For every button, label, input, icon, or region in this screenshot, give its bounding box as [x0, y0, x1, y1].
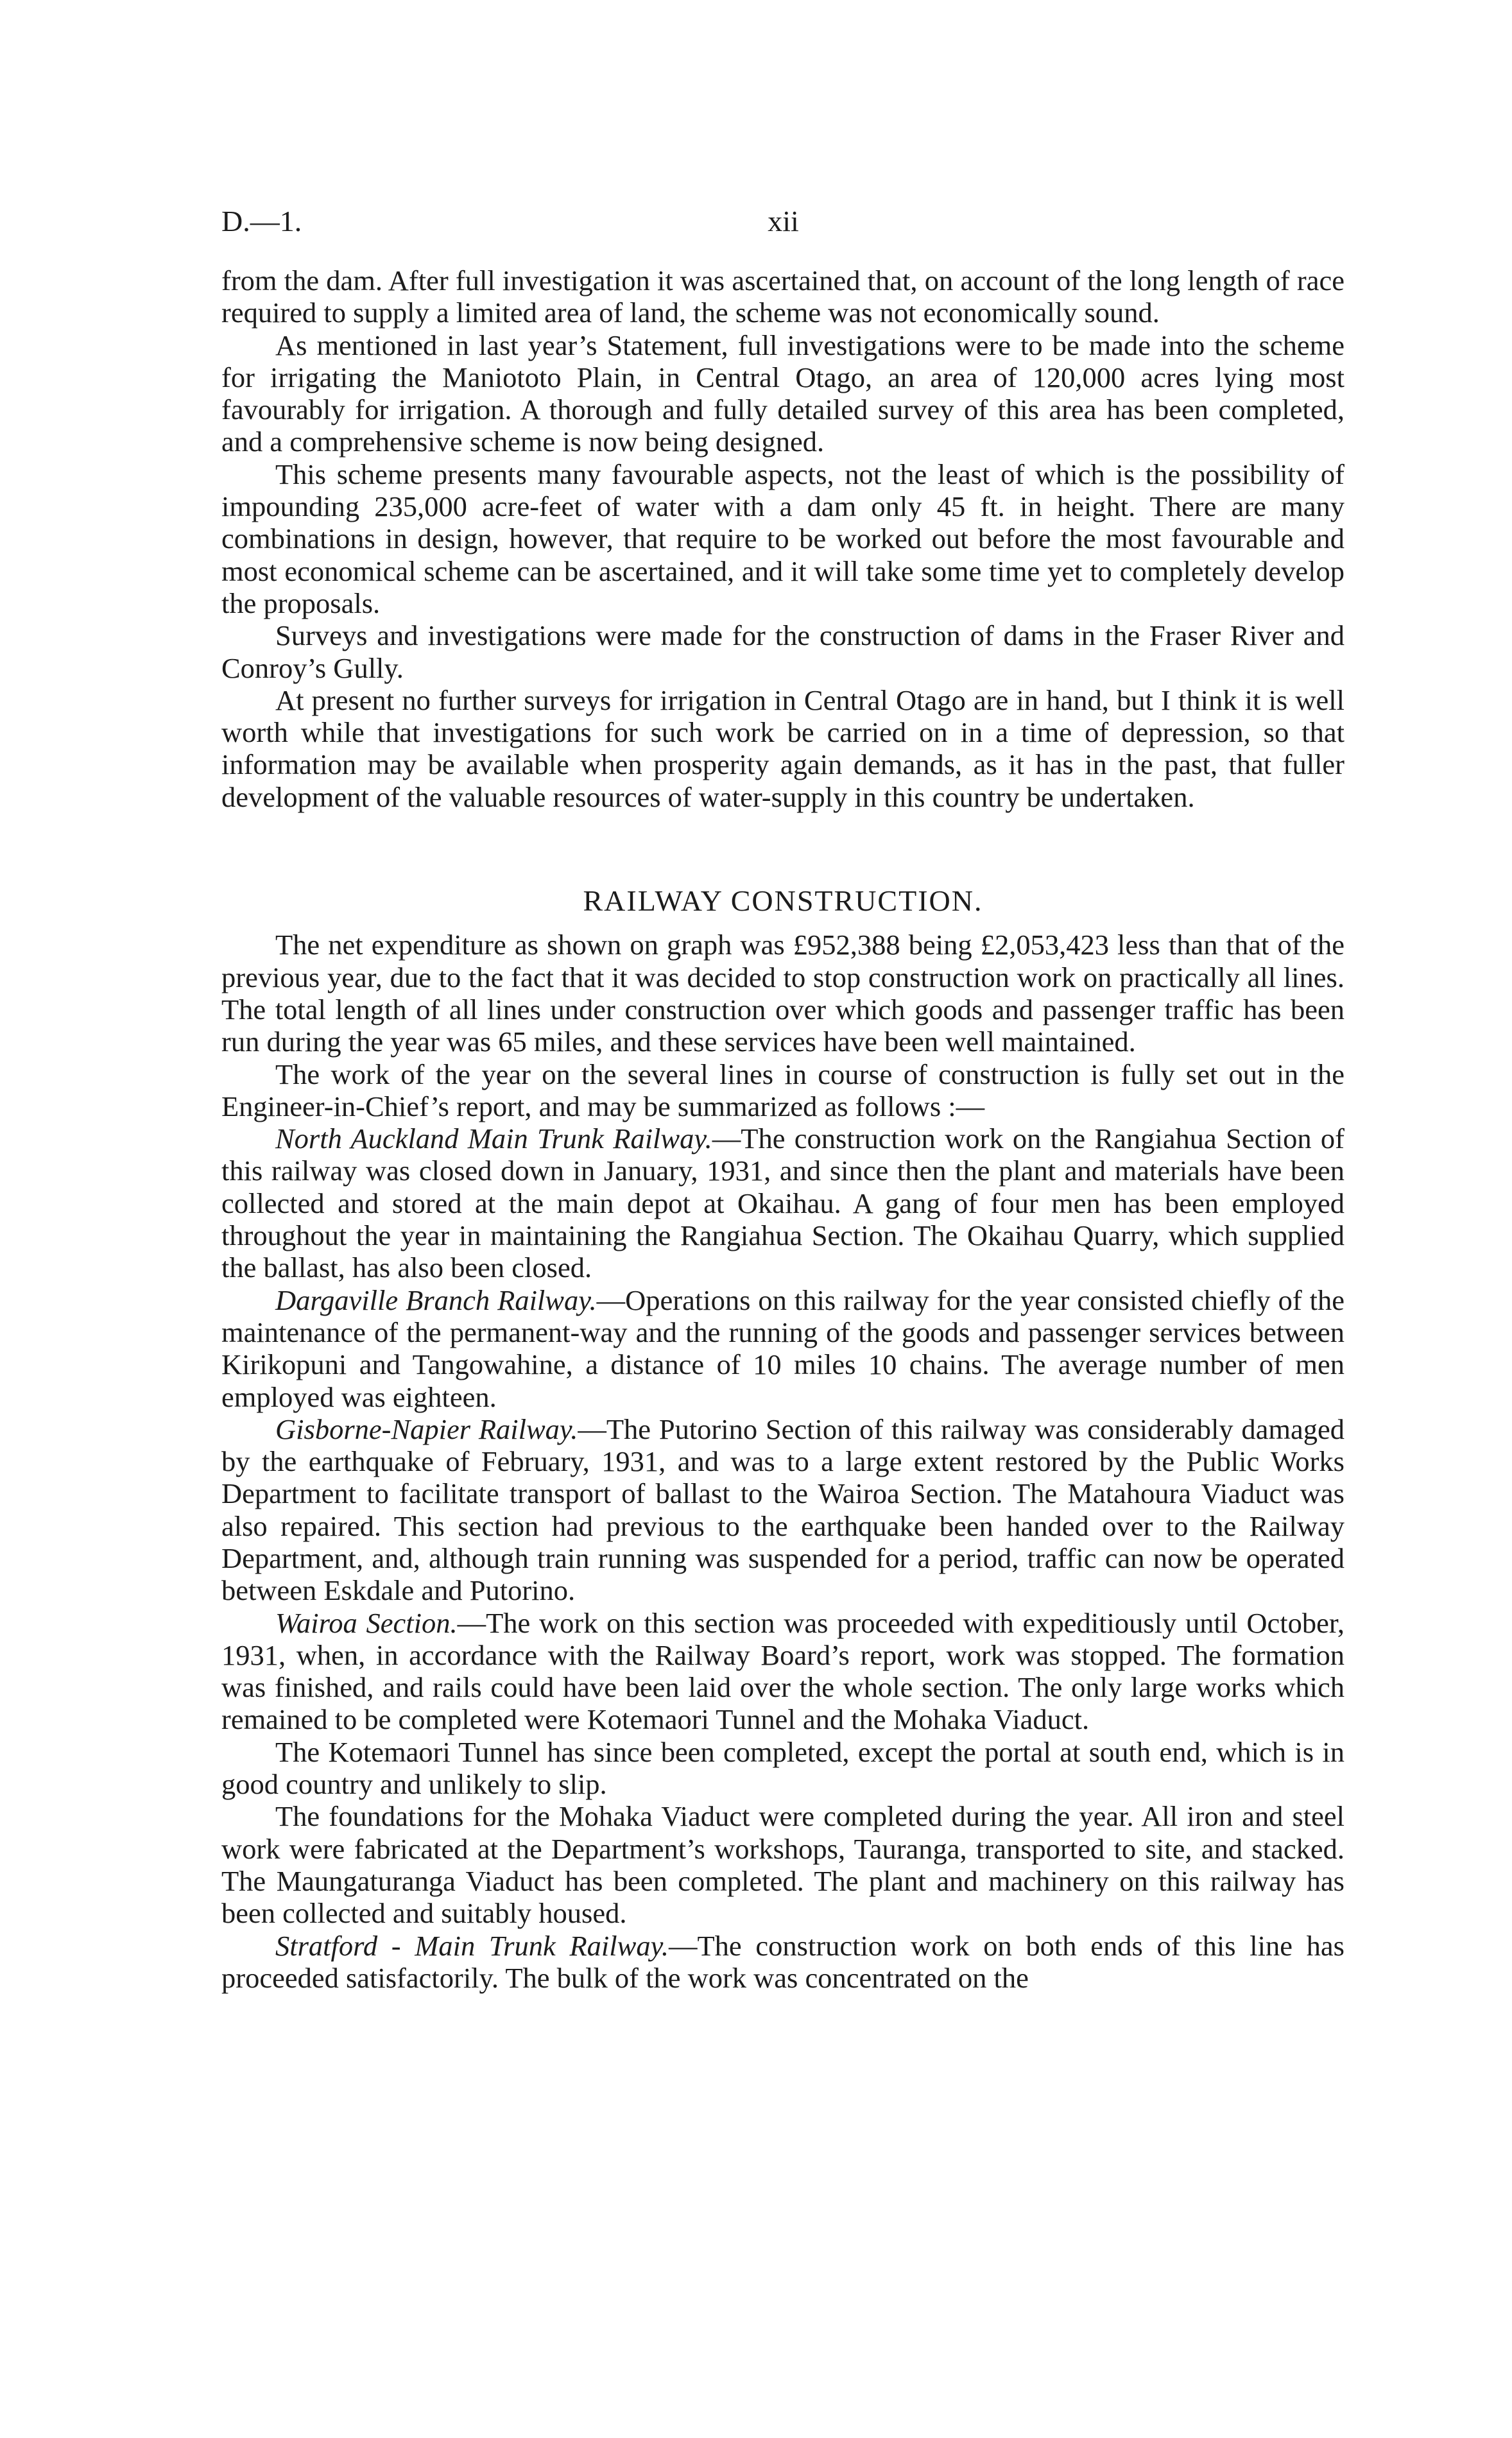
paragraph-work-summary: The work of the year on the several lines in course of construction is fully set out in the Engineer-in-Chief’s report, and may be summarized as follows :— — [221, 1058, 1344, 1122]
document-body — [221, 264, 1344, 1994]
paragraph-gisborne-napier — [221, 1413, 1344, 1607]
paragraph-dargaville — [221, 1284, 1344, 1413]
paragraph-kotemaori-tunnel: The Kotemaori Tunnel has since been completed, except the portal at south end, which is in good country and unlikely to slip. — [221, 1735, 1344, 1801]
paragraph-net-expenditure: The net expenditure as shown on graph was £952,388 being £2,053,423 less than that of the previous year, due to the fact that it was decided to stop construction work on practically all lines. The total length of all lines under construction over which goods and passenger traffic has been run during the year was 65 miles, and these services have been well maintained. — [221, 929, 1344, 1058]
page-header — [221, 204, 1345, 243]
gisborne-title: Gisborne-Napier Railway. — [275, 1412, 578, 1445]
section-heading-railway-construction: RAILWAY CONSTRUCTION. — [583, 884, 983, 918]
paragraph-wairoa-section — [221, 1607, 1344, 1736]
north-auckland-text: —The construction work on the Rangiahua Section of this railway was closed down in January, 1931, and since then the plant and materials have been collected and stored at the main depot at Okaihau. A gang of four men has been employed throughout the year in maintaining the Rangiahua Section. The Okaihau Quarry, which supplied the ballast, has also been closed. — [221, 1122, 1344, 1284]
page-number: xii — [768, 205, 799, 237]
dargaville-title: Dargaville Branch Railway. — [275, 1283, 597, 1316]
document-reference: D.—1. — [221, 205, 302, 237]
paragraph-north-auckland — [221, 1122, 1344, 1283]
paragraph-mohaka-viaduct: The foundations for the Mohaka Viaduct were completed during the year. All iron and steel work were fabricated at the Department’s workshops, Tauranga, transported to site, and stacked. The Maungaturanga Viaduct has been completed. The plant and machinery on this railway has been collected and suitably housed. — [221, 1800, 1344, 1930]
wairoa-text: —The work on this section was proceeded with expeditiously until October, 1931, when, in accordance with the Railway Board’s report, work was stopped. The formation was finished, and rails could have been laid over the whole section. The only large works which remained to be completed were Kotemaori Tunnel and the Mohaka Viaduct. — [221, 1606, 1344, 1736]
wairoa-title: Wairoa Section. — [275, 1606, 458, 1639]
paragraph-fraser-surveys: Surveys and investigations were made for the construction of dams in the Fraser River and Conroy’s Gully. — [221, 619, 1344, 684]
dargaville-text: —Operations on this railway for the year consisted chiefly of the maintenance of the permanent-way and the running of the goods and passenger services between Kirikopuni and Tangowahine, a distance of 10 miles 10 chains. The average number of men employed was eighteen. — [221, 1283, 1344, 1413]
paragraph-further-surveys: At present no further surveys for irrigation in Central Otago are in hand, but I think it is well worth while that investigations for such work be carried on in a time of depression, so that information may be available when prosperity again demands, as it has in the past, that fuller development of the valuable resources of water-supply in this country be undertaken. — [221, 683, 1344, 813]
north-auckland-title: North Auckland Main Trunk Railway. — [275, 1122, 712, 1155]
paragraph-dam-continuation: from the dam. After full investigation it was ascertained that, on account of the long length of race required to supply a limited area of land, the scheme was not economically sound. — [221, 264, 1344, 329]
paragraph-scheme-aspects: This scheme presents many favourable aspects, not the least of which is the possibility of impounding 235,000 acre-feet of water with a dam only 45 ft. in height. There are many combinations in design, however, that require to be worked out before the most favourable and most economical scheme can be ascertained, and it will take some time yet to completely develop the proposals. — [221, 458, 1344, 619]
gisborne-text: —The Putorino Section of this railway was considerably damaged by the earthquake of February, 1931, and was to a large extent restored by the Public Works Department to facilitate transport of ballast to the Wairoa Section. The Matahoura Viaduct was also repaired. This section had previous to the earthquake been handed over to the Railway Department, and, although train running was suspended for a period, traffic can now be operated between Eskdale and Putorino. — [221, 1412, 1344, 1607]
stratford-text: —The construction work on both ends of this line has proceeded satisfactorily. The bulk of the work was concentrated on the — [221, 1929, 1344, 1994]
paragraph-stratford — [221, 1930, 1344, 1995]
paragraph-maniototo-scheme: As mentioned in last year’s Statement, full investigations were to be made into the scheme for irrigating the Maniototo Plain, in Central Otago, an area of 120,000 acres lying most favourably for irrigation. A thorough and fully detailed survey of this area has been completed, and a comprehensive scheme is now being designed. — [221, 329, 1344, 458]
stratford-title: Stratford - Main Trunk Railway. — [275, 1929, 669, 1962]
